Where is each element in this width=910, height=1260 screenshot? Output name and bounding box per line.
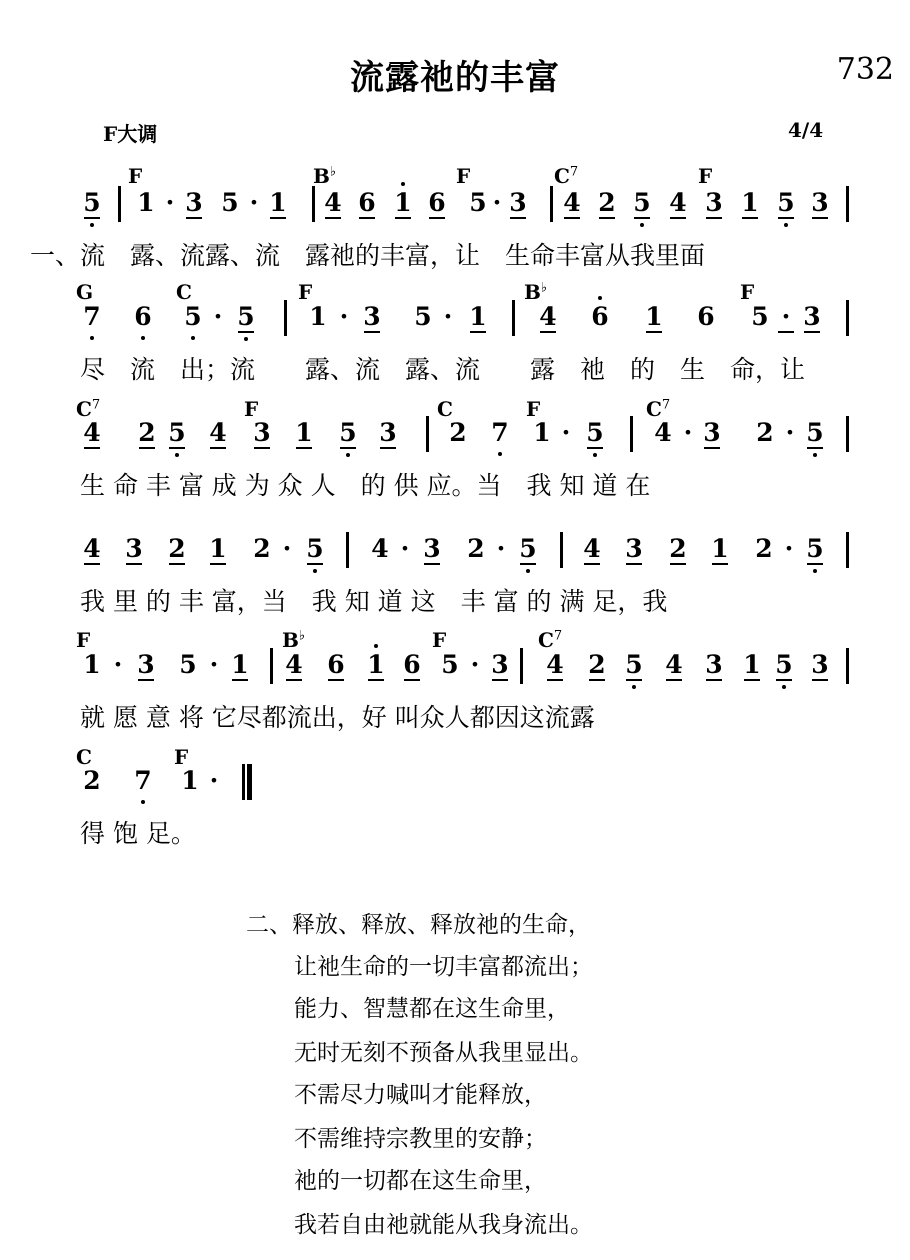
note-digit: 1 <box>267 190 289 215</box>
note-digit: 4 <box>283 652 305 677</box>
note-digit: 3 <box>361 304 383 329</box>
note-digit: 4 <box>654 418 672 447</box>
note-digit: 6 <box>426 190 448 215</box>
note-digit: 3 <box>703 652 725 677</box>
hymn-number: 732 <box>836 52 894 87</box>
note-digit: 1 <box>365 652 387 677</box>
note-digit: 6 <box>589 304 611 329</box>
key-signature: F大调 <box>103 122 158 146</box>
chord-symbol: F <box>526 397 541 421</box>
note-digit: 4 <box>544 652 566 677</box>
note-digit: 3 <box>703 190 725 215</box>
bar-line <box>312 186 315 222</box>
dot-duration-mark: · <box>209 766 219 795</box>
note-digit: 3 <box>251 420 273 445</box>
dot-duration-mark: · <box>113 650 123 679</box>
note-digit: 7 <box>81 304 103 329</box>
lyric-line-5: 就 愿 意 将 它尽都流出，好 叫众人都因这流露 <box>80 703 595 732</box>
note-digit: 3 <box>183 190 205 215</box>
chord-symbol: G <box>76 280 94 304</box>
bar-line <box>846 186 849 222</box>
note-digit: 4 <box>561 190 583 215</box>
bar-line <box>846 532 849 568</box>
dot-duration-mark: · <box>470 650 480 679</box>
verse2-line-2: 让祂生命的一切丰富都流出； <box>294 954 593 980</box>
chord-symbol: C <box>76 745 92 769</box>
note-digit: 1 <box>709 536 731 561</box>
note-digit: 5 <box>517 536 539 561</box>
note-digit: 6 <box>401 652 423 677</box>
bar-line <box>520 648 523 684</box>
note-digit: 3 <box>809 190 831 215</box>
verse2-line-5: 不需尽力喊叫才能释放， <box>294 1082 547 1108</box>
lyric-line-2: 尽 流 出；流 露、流 露、流 露 祂 的 生 命，让 <box>80 355 806 384</box>
note-digit: 4 <box>537 304 559 329</box>
note-digit: 2 <box>83 766 101 795</box>
chord-symbol: B♭ <box>524 280 548 304</box>
note-digit: 2 <box>755 534 773 563</box>
note-digit: 5 <box>631 190 653 215</box>
note-digit: 2 <box>756 418 774 447</box>
bar-line <box>346 532 349 568</box>
note-digit: 3 <box>809 652 831 677</box>
note-digit: 3 <box>623 536 645 561</box>
lyric-line-3: 生 命 丰 富 成 为 众 人 的 供 应。当 我 知 道 在 <box>80 471 651 500</box>
chord-symbol: F <box>244 397 259 421</box>
note-digit: 4 <box>207 420 229 445</box>
dot-duration-mark: · <box>683 418 693 447</box>
note-digit: 4 <box>81 536 103 561</box>
note-digit: 1 <box>83 650 101 679</box>
note-digit: 1 <box>643 304 665 329</box>
note-digit: 5 <box>235 304 257 329</box>
note-digit: 1 <box>467 304 489 329</box>
note-digit: 3 <box>377 420 399 445</box>
verse2-line-8: 我若自由祂就能从我身流出。 <box>294 1212 593 1238</box>
note-digit: 5 <box>804 536 826 561</box>
note-digit: 2 <box>667 536 689 561</box>
note-digit: 3 <box>489 652 511 677</box>
dot-duration-mark: · <box>561 418 571 447</box>
time-signature: 4/4 <box>788 118 824 142</box>
dot-duration-mark: · <box>249 188 259 217</box>
bar-line <box>846 300 849 336</box>
note-digit: 1 <box>293 420 315 445</box>
dot-duration-mark: · <box>492 188 502 217</box>
hymn-title: 流露祂的丰富 <box>350 58 560 98</box>
note-digit: 5 <box>337 420 359 445</box>
note-digit: 6 <box>325 652 347 677</box>
note-digit: 2 <box>136 420 158 445</box>
note-digit: 5 <box>441 650 459 679</box>
chord-symbol: F <box>174 745 189 769</box>
bar-line <box>512 300 515 336</box>
dot-duration-mark: · <box>282 534 292 563</box>
note-digit: 3 <box>507 190 529 215</box>
note-digit: 1 <box>392 190 414 215</box>
note-digit: 6 <box>132 304 154 329</box>
dot-duration-mark: · <box>400 534 410 563</box>
bar-line <box>846 416 849 452</box>
note-digit: 1 <box>181 766 199 795</box>
bar-line <box>426 416 429 452</box>
bar-line <box>550 186 553 222</box>
note-digit: 7 <box>132 768 154 793</box>
note-digit: 2 <box>449 418 467 447</box>
bar-line <box>846 648 849 684</box>
note-digit: 5 <box>179 650 197 679</box>
note-digit: 3 <box>421 536 443 561</box>
dot-duration-mark: · <box>339 302 349 331</box>
lyric-line-1: 一、流 露、流露、流 露祂的丰富，让 生命丰富从我里面 <box>30 241 706 270</box>
chord-symbol: F <box>698 164 713 188</box>
chord-symbol: C <box>437 397 453 421</box>
note-digit: 4 <box>322 190 344 215</box>
bar-line <box>630 416 633 452</box>
dot-duration-mark: · <box>785 418 795 447</box>
note-digit: 5 <box>182 304 204 329</box>
verse2-line-1: 二、释放、释放、释放祂的生命， <box>246 912 591 938</box>
chord-symbol: $C^7$ <box>646 397 671 421</box>
chord-symbol: B♭ <box>313 164 337 188</box>
note-digit: 3 <box>701 420 723 445</box>
note-digit: 2 <box>467 534 485 563</box>
note-digit: 5 <box>304 536 326 561</box>
note-digit: 2 <box>166 536 188 561</box>
bar-line <box>560 532 563 568</box>
bar-line <box>284 300 287 336</box>
verse2-line-7: 祂的一切都在这生命里， <box>294 1168 547 1194</box>
note-digit: 6 <box>697 302 715 331</box>
note-digit: 5 <box>751 302 769 331</box>
dot-duration-mark: · <box>496 534 506 563</box>
dot-duration-mark: · <box>213 302 223 331</box>
final-bar-line <box>242 764 252 800</box>
bar-line <box>270 648 273 684</box>
note-digit: 4 <box>81 420 103 445</box>
dot-duration-mark: · <box>443 302 453 331</box>
note-digit: 5 <box>414 302 432 331</box>
note-digit: 1 <box>229 652 251 677</box>
note-digit: 5 <box>166 420 188 445</box>
note-digit: 1 <box>309 302 327 331</box>
chord-symbol: $C^7$ <box>76 397 101 421</box>
note-digit: 5 <box>469 188 487 217</box>
note-digit: 4 <box>371 534 389 563</box>
lyric-line-6: 得 饱 足。 <box>80 819 196 848</box>
bar-line <box>118 186 121 222</box>
chord-symbol: F <box>740 280 755 304</box>
note-digit: 2 <box>596 190 618 215</box>
note-digit: 4 <box>667 190 689 215</box>
note-digit: 2 <box>253 534 271 563</box>
note-digit: 3 <box>801 304 823 329</box>
note-digit: 5 <box>584 420 606 445</box>
chord-symbol: F <box>298 280 313 304</box>
note-digit: 3 <box>123 536 145 561</box>
chord-symbol: F <box>456 164 471 188</box>
chord-symbol: $C^7$ <box>538 628 563 652</box>
note-digit: 1 <box>207 536 229 561</box>
chord-symbol: F <box>76 628 91 652</box>
note-digit: 5 <box>221 188 239 217</box>
lyric-line-4: 我 里 的 丰 富，当 我 知 道 这 丰 富 的 满 足，我 <box>80 587 668 616</box>
note-digit: 5 <box>81 190 103 215</box>
note-digit: 6 <box>356 190 378 215</box>
verse2-line-4: 无时无刻不预备从我里显出。 <box>294 1040 593 1066</box>
chord-symbol: F <box>432 628 447 652</box>
note-digit: 5 <box>775 190 797 215</box>
note-digit: 1 <box>137 188 155 217</box>
verse2-line-3: 能力、智慧都在这生命里， <box>294 996 570 1022</box>
verse2-line-6: 不需维持宗教里的安静； <box>294 1126 547 1152</box>
note-digit: 3 <box>135 652 157 677</box>
chord-symbol: B♭ <box>282 628 306 652</box>
note-digit: 1 <box>533 418 551 447</box>
chord-symbol: $C^7$ <box>554 164 579 188</box>
note-digit: 5 <box>804 420 826 445</box>
dot-duration-mark: · <box>209 650 219 679</box>
note-digit: 5 <box>623 652 645 677</box>
dot-duration-mark: · <box>165 188 175 217</box>
dot-duration-mark: · <box>775 304 797 329</box>
note-digit: 4 <box>663 652 685 677</box>
chord-symbol: C <box>176 280 192 304</box>
note-digit: 1 <box>739 190 761 215</box>
note-digit: 1 <box>741 652 763 677</box>
note-digit: 5 <box>773 652 795 677</box>
note-digit: 7 <box>489 420 511 445</box>
note-digit: 4 <box>581 536 603 561</box>
note-digit: 2 <box>586 652 608 677</box>
chord-symbol: F <box>128 164 143 188</box>
dot-duration-mark: · <box>784 534 794 563</box>
